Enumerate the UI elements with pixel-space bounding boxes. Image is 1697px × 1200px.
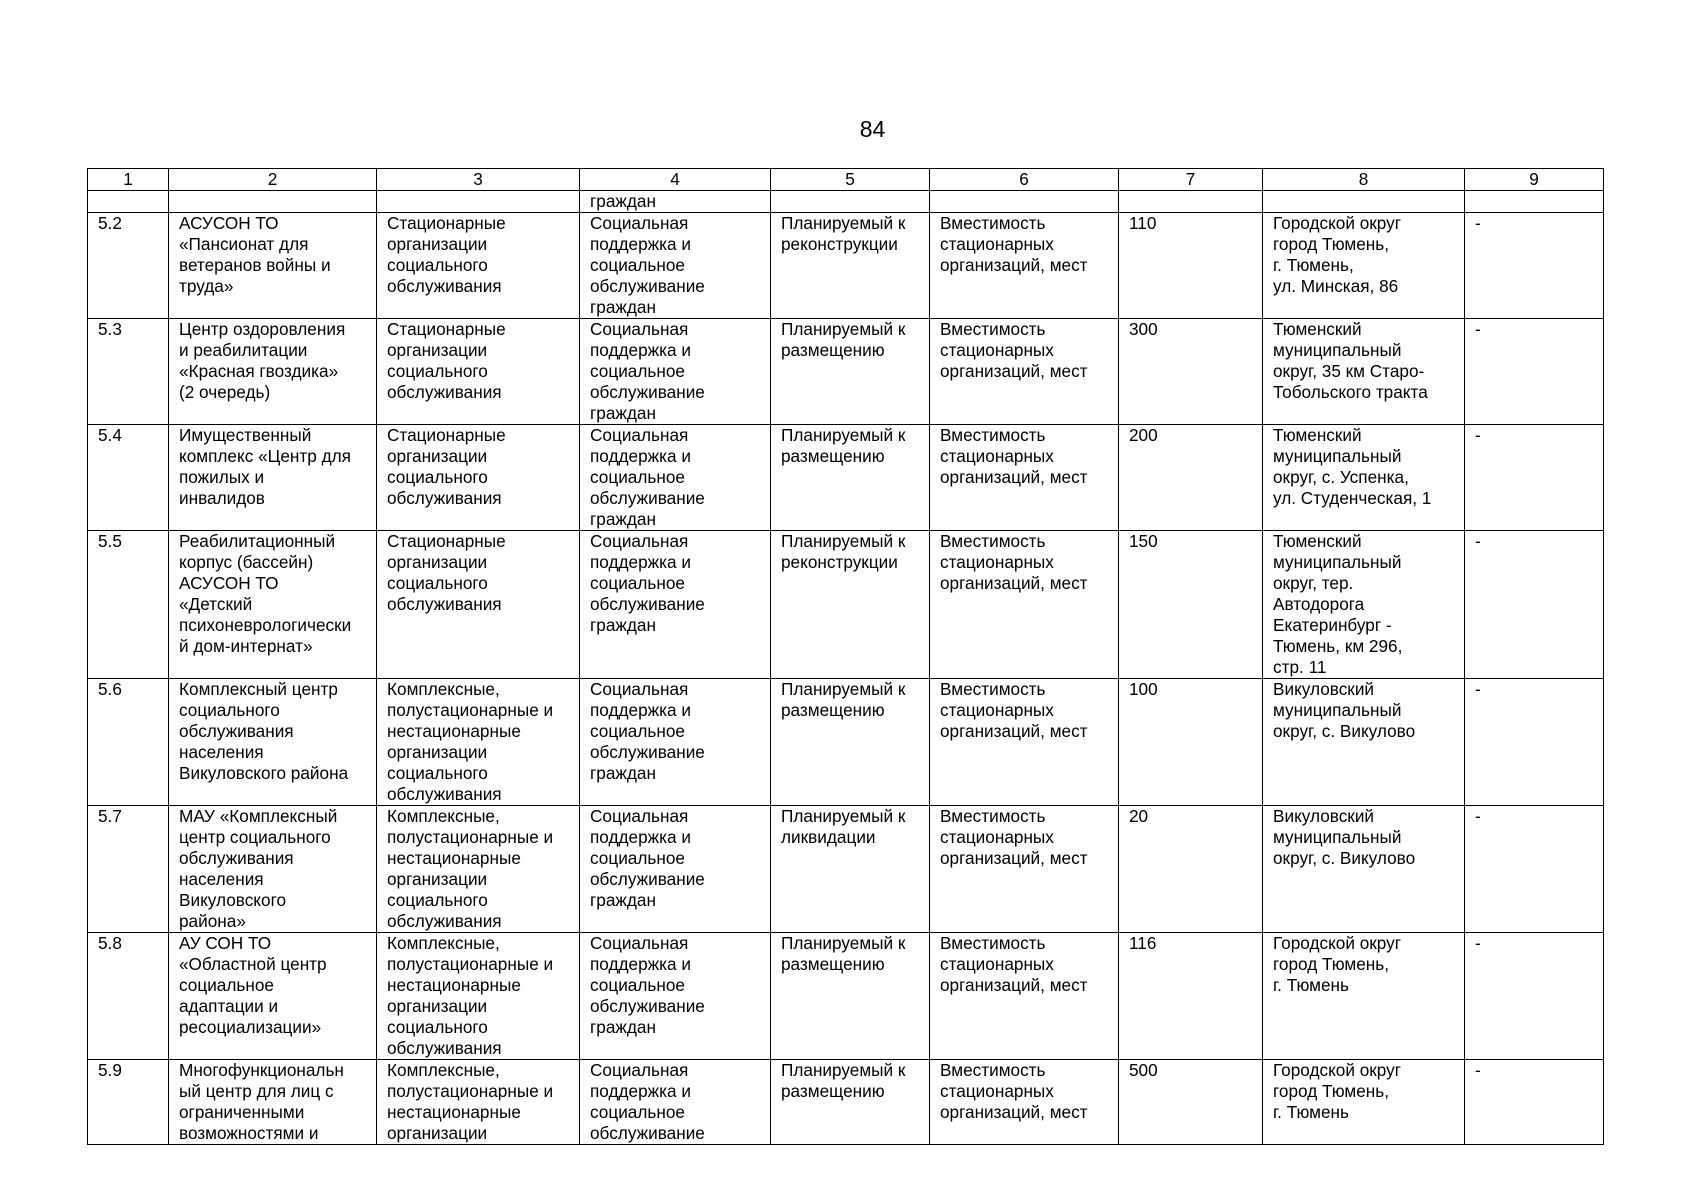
- cell-text: 20: [1129, 806, 1149, 826]
- cell-characteristic: [930, 1060, 1119, 1145]
- cell-num: [88, 319, 169, 425]
- cell-text: АСУСОН ТО «Пансионат для ветеранов войны и труда»: [179, 213, 331, 296]
- cell-text: Социальная поддержка и социальное обслуживание граждан: [590, 531, 705, 635]
- cell-name: [169, 319, 377, 425]
- cell-text: МАУ «Комплексный центр социального обслуживания населения Викуловского района»: [179, 806, 338, 931]
- cell-text: 150: [1129, 531, 1158, 551]
- cell-text: Викуловский муниципальный округ, с. Викулово: [1273, 806, 1416, 868]
- cell-text: 500: [1129, 1060, 1158, 1080]
- cell-text: Планируемый к реконструкции: [781, 213, 906, 254]
- cell-characteristic: [930, 531, 1119, 679]
- cell-location: [1263, 531, 1465, 679]
- cell-characteristic: [930, 806, 1119, 933]
- cell-text: Викуловский муниципальный округ, с. Викулово: [1273, 679, 1416, 741]
- cell-value: [1119, 806, 1263, 933]
- cell-text: -: [1475, 425, 1481, 445]
- cell-text: -: [1475, 319, 1481, 339]
- cell-status: [771, 806, 930, 933]
- cell-text: Социальная поддержка и социальное обслуживание граждан: [590, 319, 705, 423]
- cell-text: -: [1475, 933, 1481, 953]
- cell-zone: [1465, 806, 1604, 933]
- column-number-cell: 3: [377, 169, 580, 191]
- table-row: [88, 1060, 1604, 1145]
- cell-status: [771, 531, 930, 679]
- cell-text: Вместимость стационарных организаций, мест: [940, 679, 1088, 741]
- cell-purpose: [580, 531, 771, 679]
- cell-status: [771, 425, 930, 531]
- carry-over-row: [88, 191, 1604, 213]
- cell-text: Комплексные, полустационарные и нестационарные организации социального обслуживания: [387, 933, 554, 1058]
- table-row: [88, 531, 1604, 679]
- cell-zone: [1465, 1060, 1604, 1145]
- cell-text: 5.5: [98, 531, 122, 551]
- cell-text: 5.9: [98, 1060, 122, 1080]
- cell-text: Тюменский муниципальный округ, с. Успенка, ул. Студенческая, 1: [1273, 425, 1432, 508]
- cell-purpose: [580, 213, 771, 319]
- cell-text: -: [1475, 1060, 1481, 1080]
- cell-text: Вместимость стационарных организаций, мест: [940, 425, 1088, 487]
- cell-text: Центр оздоровления и реабилитации «Красная гвоздика» (2 очередь): [179, 319, 346, 402]
- carry-over-cell: [1465, 191, 1604, 213]
- cell-characteristic: [930, 679, 1119, 806]
- cell-location: [1263, 425, 1465, 531]
- cell-name: [169, 679, 377, 806]
- cell-text: Вместимость стационарных организаций, мест: [940, 531, 1088, 593]
- cell-purpose: [580, 425, 771, 531]
- cell-purpose: [580, 933, 771, 1060]
- facilities-table: [87, 168, 1604, 1145]
- cell-text: Вместимость стационарных организаций, мест: [940, 806, 1088, 868]
- carry-over-cell: [377, 191, 580, 213]
- cell-location: [1263, 933, 1465, 1060]
- cell-text: Социальная поддержка и социальное обслуживание: [590, 1060, 705, 1143]
- cell-characteristic: [930, 933, 1119, 1060]
- cell-text: 5.2: [98, 213, 122, 233]
- carry-over-cell: [88, 191, 169, 213]
- cell-type: [377, 679, 580, 806]
- cell-text: 110: [1129, 213, 1157, 233]
- carry-over-cell: [771, 191, 930, 213]
- cell-zone: [1465, 213, 1604, 319]
- cell-zone: [1465, 425, 1604, 531]
- cell-text: Планируемый к размещению: [781, 933, 906, 974]
- cell-text: Тюменский муниципальный округ, 35 км Старо- Тобольского тракта: [1273, 319, 1428, 402]
- cell-type: [377, 213, 580, 319]
- cell-location: [1263, 213, 1465, 319]
- page-number: 84: [859, 116, 886, 142]
- cell-text: Городской округ город Тюмень, г. Тюмень: [1273, 933, 1402, 995]
- cell-text: -: [1475, 679, 1481, 699]
- cell-text: Реабилитационный корпус (бассейн) АСУСОН ТО «Детский психоневрологически й дом-интернат»: [179, 531, 352, 656]
- cell-text: 5.8: [98, 933, 122, 953]
- cell-num: [88, 1060, 169, 1145]
- cell-zone: [1465, 679, 1604, 806]
- cell-zone: [1465, 933, 1604, 1060]
- cell-text: Комплексные, полустационарные и нестационарные организации социального обслуживания: [387, 806, 554, 931]
- carry-over-cell: [169, 191, 377, 213]
- column-number-cell: 6: [930, 169, 1119, 191]
- carry-over-cell: [1119, 191, 1263, 213]
- cell-text: Вместимость стационарных организаций, мест: [940, 933, 1088, 995]
- cell-text: -: [1475, 213, 1481, 233]
- cell-location: [1263, 679, 1465, 806]
- cell-value: [1119, 933, 1263, 1060]
- cell-text: Городской округ город Тюмень, г. Тюмень: [1273, 1060, 1402, 1122]
- cell-num: [88, 213, 169, 319]
- cell-text: 300: [1129, 319, 1158, 339]
- cell-location: [1263, 319, 1465, 425]
- cell-purpose: [580, 319, 771, 425]
- cell-zone: [1465, 319, 1604, 425]
- table-row: [88, 806, 1604, 933]
- cell-text: Стационарные организации социального обслуживания: [387, 531, 506, 614]
- cell-text: Стационарные организации социального обслуживания: [387, 425, 506, 508]
- cell-value: [1119, 531, 1263, 679]
- cell-text: Социальная поддержка и социальное обслуживание граждан: [590, 933, 705, 1037]
- cell-text: Планируемый к размещению: [781, 319, 906, 360]
- cell-name: [169, 531, 377, 679]
- cell-text: Вместимость стационарных организаций, мест: [940, 319, 1088, 381]
- cell-text: 5.4: [98, 425, 122, 445]
- cell-type: [377, 933, 580, 1060]
- cell-zone: [1465, 531, 1604, 679]
- cell-name: [169, 933, 377, 1060]
- cell-text: Планируемый к размещению: [781, 425, 906, 466]
- cell-location: [1263, 806, 1465, 933]
- cell-text: Планируемый к ликвидации: [781, 806, 906, 847]
- cell-text: Имущественный комплекс «Центр для пожилых и инвалидов: [179, 425, 351, 508]
- cell-status: [771, 213, 930, 319]
- cell-text: 5.3: [98, 319, 122, 339]
- cell-text: Комплексный центр социального обслуживания населения Викуловского района: [179, 679, 349, 783]
- column-number-cell: 9: [1465, 169, 1604, 191]
- carry-over-cell: граждан: [580, 191, 771, 213]
- cell-text: 5.7: [98, 806, 122, 826]
- cell-value: [1119, 425, 1263, 531]
- cell-value: [1119, 679, 1263, 806]
- cell-text: Социальная поддержка и социальное обслуживание граждан: [590, 806, 705, 910]
- table-row: [88, 933, 1604, 1060]
- cell-text: Стационарные организации социального обслуживания: [387, 213, 506, 296]
- cell-text: 100: [1129, 679, 1158, 699]
- column-number-cell: 7: [1119, 169, 1263, 191]
- cell-status: [771, 679, 930, 806]
- cell-name: [169, 425, 377, 531]
- cell-status: [771, 319, 930, 425]
- cell-purpose: [580, 806, 771, 933]
- cell-text: 200: [1129, 425, 1158, 445]
- cell-status: [771, 1060, 930, 1145]
- cell-location: [1263, 1060, 1465, 1145]
- cell-text: 116: [1129, 933, 1157, 953]
- table-row: [88, 425, 1604, 531]
- cell-status: [771, 933, 930, 1060]
- column-number-cell: 2: [169, 169, 377, 191]
- cell-type: [377, 425, 580, 531]
- carry-over-cell: [1263, 191, 1465, 213]
- cell-num: [88, 679, 169, 806]
- cell-type: [377, 531, 580, 679]
- table-row: [88, 213, 1604, 319]
- cell-text: Планируемый к размещению: [781, 679, 906, 720]
- cell-characteristic: [930, 319, 1119, 425]
- cell-text: Комплексные, полустационарные и нестационарные организации социального обслуживания: [387, 679, 554, 804]
- cell-characteristic: [930, 213, 1119, 319]
- table-row: [88, 319, 1604, 425]
- column-number-cell: 8: [1263, 169, 1465, 191]
- cell-num: [88, 806, 169, 933]
- cell-type: [377, 1060, 580, 1145]
- cell-text: Комплексные, полустационарные и нестационарные организации: [387, 1060, 554, 1143]
- cell-name: [169, 213, 377, 319]
- cell-text: 5.6: [98, 679, 122, 699]
- cell-type: [377, 319, 580, 425]
- column-number-cell: 4: [580, 169, 771, 191]
- cell-value: [1119, 1060, 1263, 1145]
- cell-text: Многофункциональн ый центр для лиц с ограниченными возможностями и: [179, 1060, 344, 1143]
- cell-text: Планируемый к размещению: [781, 1060, 906, 1101]
- cell-characteristic: [930, 425, 1119, 531]
- cell-text: Городской округ город Тюмень, г. Тюмень, ул. Минская, 86: [1273, 213, 1402, 296]
- column-number-cell: 5: [771, 169, 930, 191]
- cell-num: [88, 425, 169, 531]
- cell-purpose: [580, 679, 771, 806]
- cell-text: АУ СОН ТО «Областной центр социальное адаптации и ресоциализации»: [179, 933, 327, 1037]
- cell-text: Социальная поддержка и социальное обслуживание граждан: [590, 213, 705, 317]
- cell-text: Стационарные организации социального обслуживания: [387, 319, 506, 402]
- cell-name: [169, 1060, 377, 1145]
- cell-num: [88, 933, 169, 1060]
- table-row: [88, 679, 1604, 806]
- cell-text: Вместимость стационарных организаций, мест: [940, 1060, 1088, 1122]
- cell-text: Тюменский муниципальный округ, тер. Автодорога Екатеринбург - Тюмень, км 296, стр. 11: [1273, 531, 1403, 677]
- cell-text: Социальная поддержка и социальное обслуживание граждан: [590, 679, 705, 783]
- cell-type: [377, 806, 580, 933]
- cell-purpose: [580, 1060, 771, 1145]
- column-number-row: [88, 169, 1604, 191]
- cell-value: [1119, 213, 1263, 319]
- cell-text: Планируемый к реконструкции: [781, 531, 906, 572]
- carry-over-cell: [930, 191, 1119, 213]
- cell-text: -: [1475, 531, 1481, 551]
- cell-value: [1119, 319, 1263, 425]
- cell-num: [88, 531, 169, 679]
- column-number-cell: 1: [88, 169, 169, 191]
- cell-text: -: [1475, 806, 1481, 826]
- cell-name: [169, 806, 377, 933]
- cell-text: Социальная поддержка и социальное обслуживание граждан: [590, 425, 705, 529]
- cell-text: Вместимость стационарных организаций, мест: [940, 213, 1088, 275]
